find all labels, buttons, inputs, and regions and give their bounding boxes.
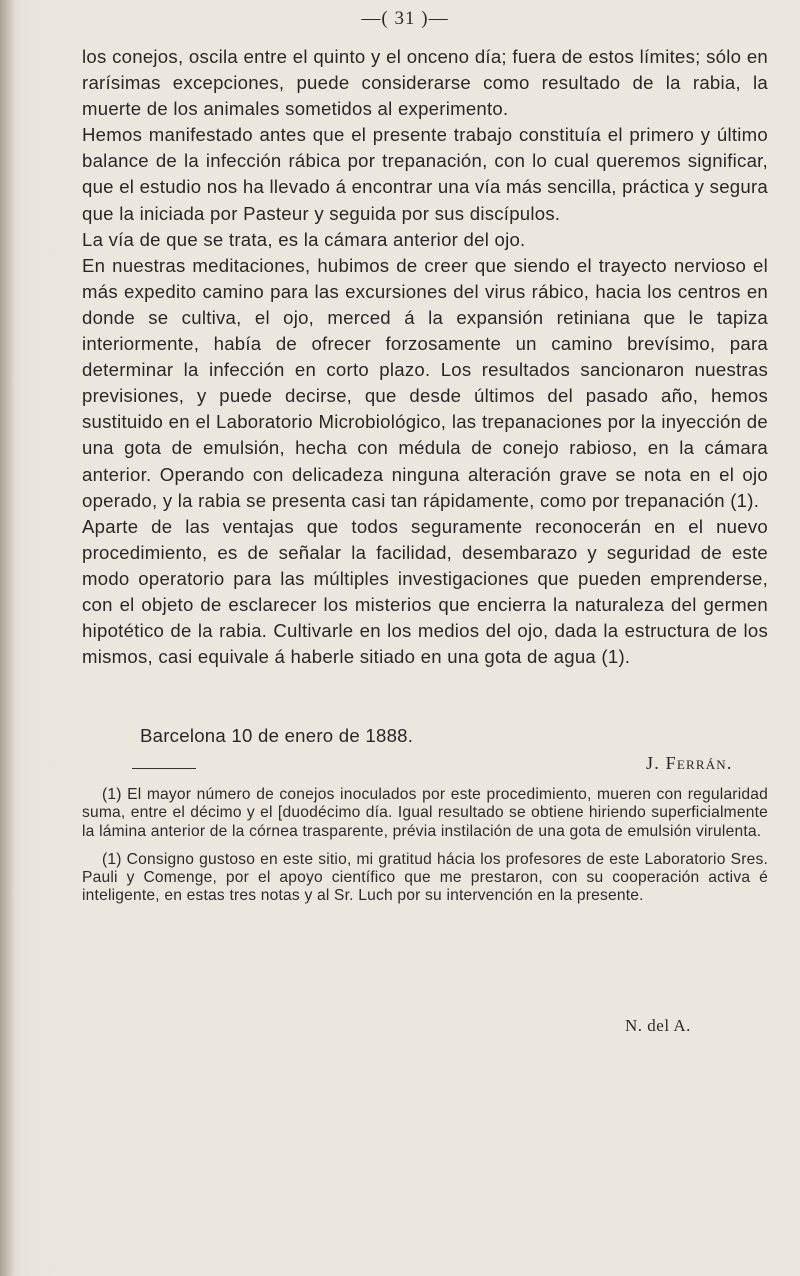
footnotes [82,786,768,916]
author-signature: J. Ferrán. [646,753,733,773]
footnote: (1) Consigno gustoso en este sitio, mi gratitud hácia los profesores de este Laboratorio Sres. Pauli y Comenge, por el apoyo científico que me prestaron, con su cooperación activa é inteligente, en estas tres notas y al Sr. Luch por su intervención en la presente. [82,850,768,905]
paragraph: Aparte de las ventajas que todos seguramente reconocerán en el nuevo procedimiento, es de señalar la facilidad, desembarazo y seguridad de este modo operatorio para las múltiples investigaciones que pueden emprenderse, con el objeto de esclarecer los misterios que encierra la naturaleza del germen hipotético de la rabia. Cultivarle en los medios del ojo, dada la estructura de los mismos, casi equivale á haberle sitiado en una gota de agua (1). [82,515,768,668]
paragraph: La vía de que se trata, es la cámara anterior del ojo. [82,228,526,250]
paragraph: En nuestras meditaciones, hubimos de creer que siendo el trayecto nervioso el más expedito camino para las excursiones del virus rábico, hacia los centros en donde se cultiva, el ojo, merced á la expansión retiniana que le tapiza interiormente, había de ofrecer forzosamente un camino brevísimo, para determinar la infección en corto plazo. Los resultados sancionaron nuestras previsiones, y puede decirse, que desde últimos del pasado año, hemos sustituido en el Laboratorio Microbiológico, las trepanaciones por la inyección de una gota de emulsión, hecha con médula de conejo rabioso, en la cámara anterior. Operando con delicadeza ninguna alteración grave se nota en el ojo operado, y la rabia se presenta casi tan rápidamente, como por trepanación (1). [82,254,768,511]
paragraph: los conejos, oscila entre el quinto y el onceno día; fuera de estos límites; sólo en rarísimas excepciones, puede considerarse como resultado de la rabia, la muerte de los animales sometidos al experimento. [82,46,768,120]
page-number: —( 31 )— [361,8,449,29]
binding-shadow [0,0,14,1276]
separator-rule [132,768,196,769]
paragraph: Hemos manifestado antes que el presente trabajo constituía el primero y último balance de la infección rábica por trepanación, con lo cual queremos significar, que el estudio nos ha llevado á encontrar una vía más sencilla, práctica y segura que la iniciada por Pasteur y seguida por sus discípulos. [82,124,768,224]
note-signature: N. del A. [625,1016,691,1035]
footnote: (1) El mayor número de conejos inoculados por este procedimiento, mueren con regularidad suma, entre el décimo y el [duodécimo día. Igual resultado se obtiene hiriendo superficialmente la lámina anterior de la córnea trasparente, prévia instilación de una gota de emulsión virulenta. [82,786,768,840]
body-text [82,44,768,670]
dateline: Barcelona 10 de enero de 1888. [140,725,414,746]
